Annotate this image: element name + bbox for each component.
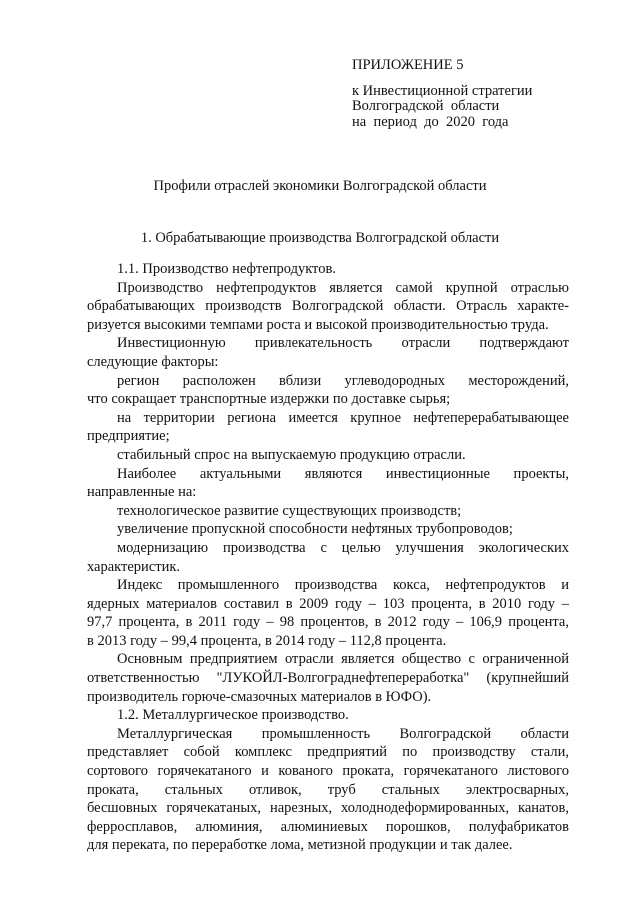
- paragraph-line: для переката, по переработке лома, метизной продукции и так далее.: [87, 837, 513, 854]
- paragraph-line: ядерных материалов составил в 2009 году – 103 процента, в 2010 году –: [87, 595, 569, 612]
- paragraph-line: Индекс промышленного производства кокса, нефтепродуктов и: [117, 577, 569, 594]
- list-item: технологическое развитие существующих производств;: [117, 502, 462, 519]
- section-heading: 1. Обрабатывающие производства Волгоградской области: [140, 230, 500, 246]
- paragraph-line: ризуется высокими темпами роста и высокой производительностью труда.: [87, 316, 549, 333]
- paragraph-line: обрабатывающих производств Волгоградской области. Отрасль характе-: [87, 298, 569, 315]
- list-item: предприятие;: [87, 428, 170, 445]
- subsection-heading-1-1: 1.1. Производство нефтепродуктов.: [117, 261, 336, 277]
- appendix-line-1: к Инвестиционной стратегии: [352, 82, 533, 99]
- appendix-line-3: на период до 2020 года: [352, 113, 509, 130]
- paragraph-line: проката, стальных отливок, труб стальных электросварных,: [87, 781, 569, 798]
- list-item: что сокращает транспортные издержки по доставке сырья;: [87, 391, 451, 408]
- list-item: стабильный спрос на выпускаемую продукцию отрасли.: [117, 446, 466, 463]
- list-item: характеристик.: [87, 558, 181, 575]
- list-item: увеличение пропускной способности нефтяных трубопроводов;: [117, 521, 513, 538]
- paragraph-line: направленные на:: [87, 484, 197, 501]
- paragraph-line: Основным предприятием отрасли является общество с ограниченной: [117, 651, 569, 668]
- paragraph-line: Производство нефтепродуктов является самой крупной отраслью: [117, 279, 569, 296]
- paragraph-line: Металлургическая промышленность Волгоградской области: [117, 725, 569, 742]
- appendix-label: ПРИЛОЖЕНИЕ 5: [352, 57, 464, 73]
- paragraph-line: представляет собой комплекс предприятий по производству стали,: [87, 744, 569, 761]
- appendix-gap: [352, 74, 532, 84]
- appendix-line-2: Волгоградской области: [352, 98, 500, 114]
- subsection-heading-1-2: 1.2. Металлургическое производство.: [117, 707, 349, 724]
- body-text: [87, 260, 569, 855]
- paragraph-line: Наиболее актуальными являются инвестиционные проекты,: [117, 465, 569, 482]
- paragraph-line: 97,7 процента, в 2011 году – 98 процентов, в 2012 году – 106,9 процента,: [87, 614, 569, 631]
- paragraph-line: ответственностью "ЛУКОЙЛ-Волгограднефтепереработка" (крупнейший: [87, 670, 569, 687]
- paragraph-line: ферросплавов, алюминия, алюминиевых порошков, полуфабрикатов: [87, 818, 569, 835]
- list-item: на территории региона имеется крупное нефтеперерабатывающее: [117, 409, 569, 426]
- appendix-header: [352, 58, 532, 130]
- paragraph-line: бесшовных горячекатаных, нарезных, холоднодеформированных, канатов,: [87, 800, 569, 817]
- document-title: Профили отраслей экономики Волгоградской области: [153, 178, 487, 194]
- paragraph-line: сортового горячекатаного и кованого проката, горячекатаного листового: [87, 763, 569, 780]
- paragraph-line: производитель горюче-смазочных материалов в ЮФО).: [87, 688, 432, 705]
- paragraph-line: Инвестиционную привлекательность отрасли подтверждают: [117, 335, 569, 352]
- list-item: модернизацию производства с целью улучшения экологических: [117, 539, 569, 556]
- list-item: регион расположен вблизи углеводородных месторождений,: [117, 372, 569, 389]
- paragraph-line: в 2013 году – 99,4 процента, в 2014 году – 112,8 процента.: [87, 632, 447, 649]
- paragraph-line: следующие факторы:: [87, 353, 219, 370]
